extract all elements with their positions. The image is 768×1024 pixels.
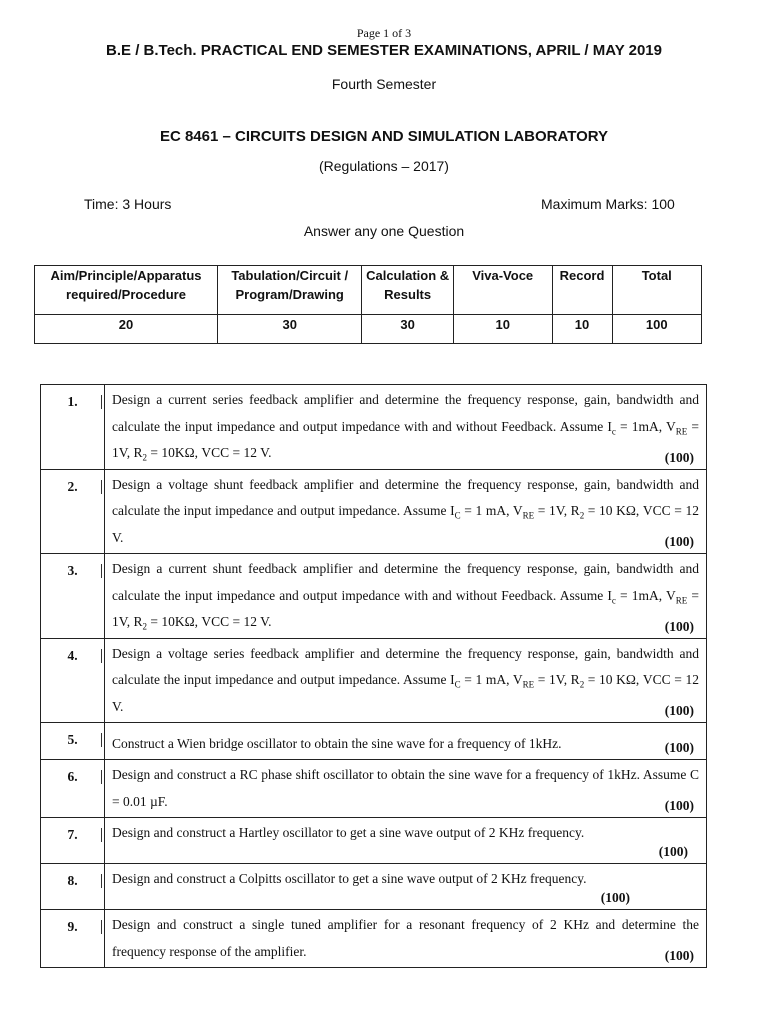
question-number: 8.: [41, 864, 105, 910]
exam-duration: Time: 3 Hours: [84, 196, 172, 212]
question-marks: (100): [664, 618, 694, 634]
question-row: [41, 723, 707, 760]
question-number: 9.: [41, 910, 105, 968]
question-marks: (100): [664, 449, 694, 465]
question-marks: (100): [658, 844, 688, 859]
marks-header: Record: [552, 266, 612, 315]
marks-header-row: [35, 266, 702, 315]
page-number: Page 1 of 3: [356, 26, 412, 40]
question-row: [41, 469, 707, 554]
question-text: Design a voltage series feedback amplifier and determine the frequency response, gain, bandwidth and calculate the input impedance and output impedance. Assume $I_C = 1$ mA, $V_{RE} = 1V$, $R_2 = 10$ KΩ, VCC = 12 V. (100): [105, 638, 707, 723]
question-marks: (100): [664, 740, 694, 755]
regulations: (Regulations – 2017): [319, 158, 449, 174]
question-row: [41, 910, 707, 968]
question-number: 1.: [41, 385, 105, 470]
marks-value: 30: [218, 315, 362, 344]
maximum-marks: Maximum Marks: 100: [541, 196, 675, 212]
questions-table: [40, 384, 707, 968]
question-row: [41, 818, 707, 864]
marks-value: 20: [35, 315, 218, 344]
marks-distribution-table: [34, 265, 702, 344]
question-text: Design a current series feedback amplifier and determine the frequency response, gain, bandwidth and calculate the input impedance and output impedance with and without Feedback. Assume $I_c = 1mA$, $V_{RE} = 1V$, $R_2 = 10K\Omega$, VCC = 12 V. (100): [105, 385, 707, 470]
question-text: Construct a Wien bridge oscillator to obtain the sine wave for a frequency of 1kHz. (100): [105, 723, 707, 760]
question-text: Design a voltage shunt feedback amplifier and determine the frequency response, gain, bandwidth and calculate the input impedance and output impedance. Assume $I_C = 1$ mA, $V_{RE} = 1V$, $R_2 = 10$ KΩ, VCC = 12 V. (100): [105, 469, 707, 554]
question-marks: (100): [600, 890, 630, 905]
question-marks: (100): [664, 703, 694, 718]
question-marks: (100): [664, 798, 694, 813]
instruction: Answer any one Question: [303, 223, 465, 239]
question-row: [41, 385, 707, 470]
marks-value: 10: [552, 315, 612, 344]
question-text: Design and construct a RC phase shift oscillator to obtain the sine wave for a frequency of 1kHz. Assume C = 0.01 µF. (100): [105, 760, 707, 818]
question-text: Design a current shunt feedback amplifier and determine the frequency response, gain, bandwidth and calculate the input impedance and output impedance with and without Feedback. Assume $I_c = 1mA$, $V_{RE} = 1V$, $R_2 = 10K\Omega$, VCC = 12 V. (100): [105, 554, 707, 639]
question-number: 2.: [41, 469, 105, 554]
marks-header: Viva-Voce: [453, 266, 552, 315]
marks-header: Tabulation/Circuit / Program/Drawing: [218, 266, 362, 315]
marks-value-row: [35, 315, 702, 344]
question-row: [41, 554, 707, 639]
marks-header: Total: [612, 266, 702, 315]
question-marks: (100): [664, 534, 694, 549]
question-row: [41, 638, 707, 723]
marks-header: Aim/Principle/Apparatus required/Procedure: [35, 266, 218, 315]
question-row: [41, 760, 707, 818]
question-number: 6.: [41, 760, 105, 818]
question-marks: (100): [664, 948, 694, 963]
course-title: EC 8461 – CIRCUITS DESIGN AND SIMULATION LABORATORY: [159, 128, 609, 145]
marks-value: 30: [362, 315, 454, 344]
question-text: Design and construct a Hartley oscillator to get a sine wave output of 2 KHz frequency. (100): [105, 818, 707, 864]
question-number: 4.: [41, 638, 105, 723]
question-number: 7.: [41, 818, 105, 864]
marks-header: Calculation & Results: [362, 266, 454, 315]
question-text: Design and construct a Colpitts oscillator to get a sine wave output of 2 KHz frequency. (100): [105, 864, 707, 910]
question-number: 3.: [41, 554, 105, 639]
question-text: Design and construct a single tuned amplifier for a resonant frequency of 2 KHz and determine the frequency response of the amplifier. (100): [105, 910, 707, 968]
question-row: [41, 864, 707, 910]
question-number: 5.: [41, 723, 105, 760]
marks-value: 100: [612, 315, 702, 344]
exam-title: B.E / B.Tech. PRACTICAL END SEMESTER EXAMINATIONS, APRIL / MAY 2019: [106, 42, 662, 59]
marks-value: 10: [453, 315, 552, 344]
semester: Fourth Semester: [331, 76, 437, 92]
